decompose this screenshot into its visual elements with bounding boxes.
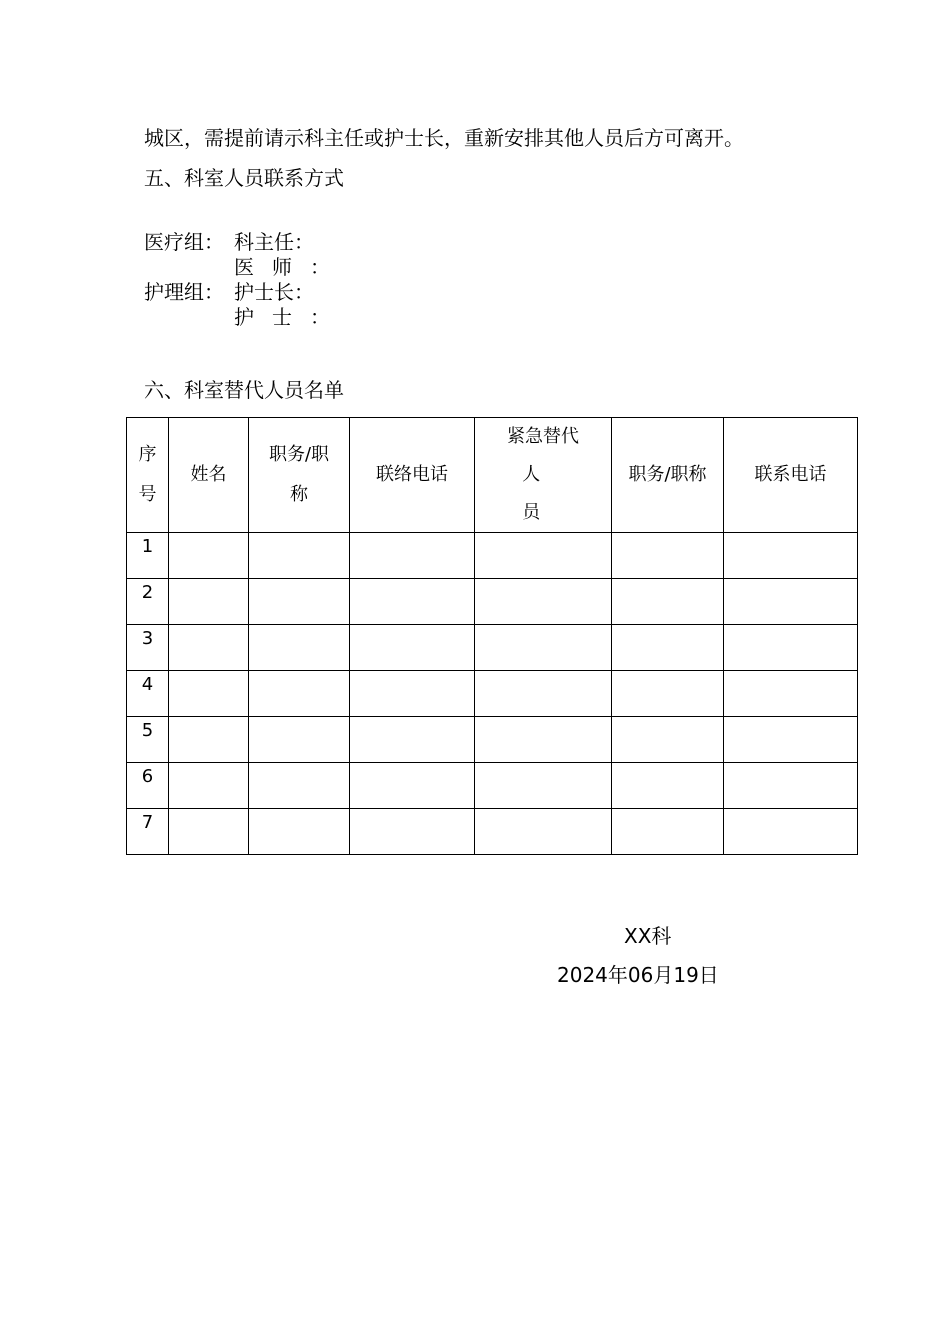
contact-group-label: 护理组：: [144, 280, 224, 304]
signature-date: 2024年06月19日: [557, 963, 719, 987]
cell-title[interactable]: [249, 809, 350, 855]
substitute-roster-table: [126, 417, 858, 855]
cell-substitute[interactable]: [475, 625, 612, 671]
header-phone: 联络电话: [350, 418, 475, 533]
cell-substitute[interactable]: [475, 579, 612, 625]
row-number: 6: [127, 763, 169, 809]
cell-substitute-title[interactable]: [612, 717, 724, 763]
cell-substitute-title[interactable]: [612, 579, 724, 625]
table-row: [127, 625, 858, 671]
cell-name[interactable]: [169, 671, 249, 717]
header-name: 姓名: [169, 418, 249, 533]
header-substitute: [475, 418, 612, 533]
table-header-row: [127, 418, 858, 533]
cell-phone[interactable]: [350, 809, 475, 855]
cell-substitute-phone[interactable]: [724, 671, 858, 717]
contact-role-label: 医师：: [234, 255, 348, 279]
cell-phone[interactable]: [350, 717, 475, 763]
table-row: [127, 533, 858, 579]
cell-phone[interactable]: [350, 625, 475, 671]
section-six-heading: 六、科室替代人员名单: [144, 378, 344, 402]
cell-name[interactable]: [169, 763, 249, 809]
table-row: [127, 671, 858, 717]
cell-name[interactable]: [169, 625, 249, 671]
cell-substitute-title[interactable]: [612, 533, 724, 579]
header-substitute-phone: 联系电话: [724, 418, 858, 533]
header-substitute-line2: 人员: [522, 464, 564, 523]
cell-title[interactable]: [249, 763, 350, 809]
cell-phone[interactable]: [350, 763, 475, 809]
cell-substitute-phone[interactable]: [724, 717, 858, 763]
contact-role-label: 科主任：: [234, 230, 314, 254]
cell-phone[interactable]: [350, 533, 475, 579]
cell-substitute[interactable]: [475, 671, 612, 717]
cell-substitute-phone[interactable]: [724, 625, 858, 671]
header-substitute-line1: 紧急替代: [507, 426, 579, 447]
table-row: [127, 717, 858, 763]
cell-name[interactable]: [169, 533, 249, 579]
intro-paragraph-line: 城区，需提前请示科主任或护士长，重新安排其他人员后方可离开。: [144, 126, 744, 150]
header-title: 职务/职称: [249, 418, 350, 533]
cell-substitute[interactable]: [475, 533, 612, 579]
table-row: [127, 579, 858, 625]
signature-department: XX科: [624, 924, 672, 948]
cell-title[interactable]: [249, 625, 350, 671]
row-number: 2: [127, 579, 169, 625]
cell-title[interactable]: [249, 671, 350, 717]
header-seq: 序号: [127, 418, 169, 533]
cell-substitute-phone[interactable]: [724, 809, 858, 855]
row-number: 3: [127, 625, 169, 671]
table-row: [127, 809, 858, 855]
table-row: [127, 763, 858, 809]
contact-row-nurse: [144, 305, 348, 329]
row-number: 4: [127, 671, 169, 717]
cell-substitute[interactable]: [475, 717, 612, 763]
cell-substitute-title[interactable]: [612, 671, 724, 717]
cell-phone[interactable]: [350, 579, 475, 625]
row-number: 5: [127, 717, 169, 763]
section-five-heading: 五、科室人员联系方式: [144, 166, 344, 190]
header-substitute-title: 职务/职称: [612, 418, 724, 533]
row-number: 7: [127, 809, 169, 855]
cell-phone[interactable]: [350, 671, 475, 717]
cell-title[interactable]: [249, 579, 350, 625]
cell-name[interactable]: [169, 809, 249, 855]
cell-name[interactable]: [169, 717, 249, 763]
cell-substitute[interactable]: [475, 809, 612, 855]
cell-substitute-title[interactable]: [612, 809, 724, 855]
contact-role-label: 护士：: [234, 305, 348, 329]
cell-substitute-title[interactable]: [612, 763, 724, 809]
contact-row-head-nurse: [144, 280, 314, 304]
cell-name[interactable]: [169, 579, 249, 625]
cell-substitute-phone[interactable]: [724, 533, 858, 579]
cell-title[interactable]: [249, 717, 350, 763]
cell-substitute-title[interactable]: [612, 625, 724, 671]
cell-substitute-phone[interactable]: [724, 579, 858, 625]
contact-role-label: 护士长：: [234, 280, 314, 304]
contact-group-label: 医疗组：: [144, 230, 224, 254]
cell-title[interactable]: [249, 533, 350, 579]
contact-row-medical-director: [144, 230, 314, 254]
cell-substitute-phone[interactable]: [724, 763, 858, 809]
row-number: 1: [127, 533, 169, 579]
cell-substitute[interactable]: [475, 763, 612, 809]
contact-row-doctor: [144, 255, 348, 279]
